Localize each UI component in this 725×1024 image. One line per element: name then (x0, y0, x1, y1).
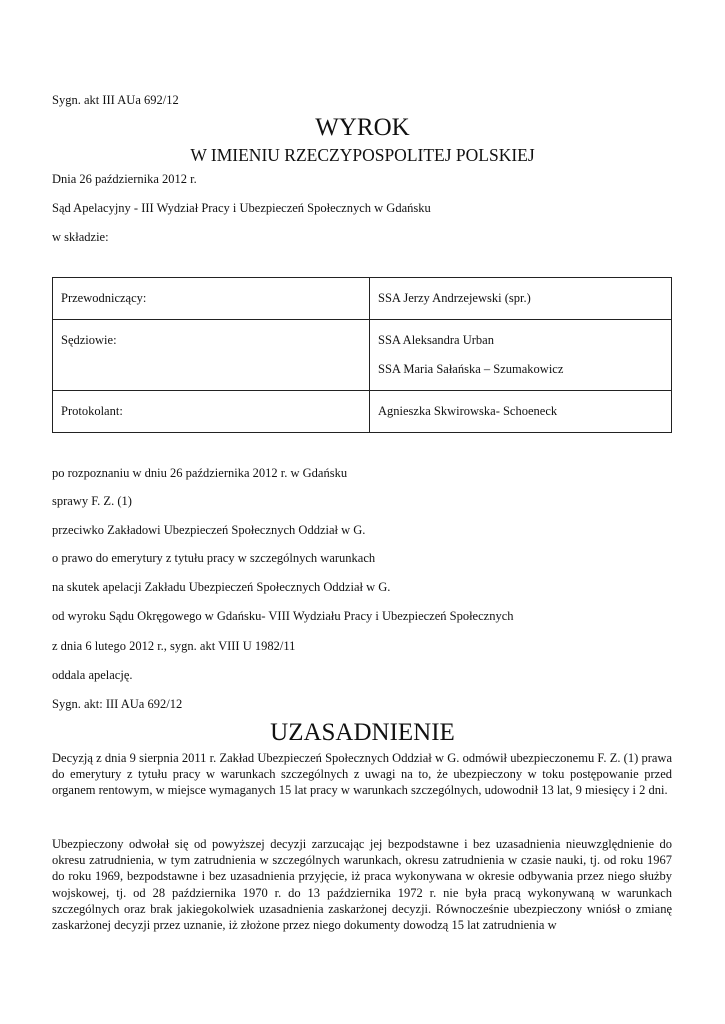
court-name: Sąd Apelacyjny - III Wydział Pracy i Ubezpieczeń Społecznych w Gdańsku (52, 201, 431, 215)
case-signature: Sygn. akt III AUa 692/12 (52, 93, 179, 107)
composition-table (52, 277, 672, 433)
composition-intro: w składzie: (52, 230, 109, 244)
composition-row-presiding (53, 278, 672, 320)
role-label: Protokolant: (61, 404, 123, 418)
judgment-date: Dnia 26 października 2012 r. (52, 172, 197, 186)
names-cell (370, 320, 672, 391)
names-cell (370, 278, 672, 320)
role-label: Sędziowie: (61, 333, 117, 347)
proceeding-line: z dnia 6 lutego 2012 r., sygn. akt VIII U 1982/11 (52, 639, 296, 653)
proceeding-line: od wyroku Sądu Okręgowego w Gdańsku- VIII Wydziału Pracy i Ubezpieczeń Społecznych (52, 609, 514, 623)
proceeding-line: o prawo do emerytury z tytułu pracy w szczególnych warunkach (52, 551, 376, 565)
role-cell (53, 278, 370, 320)
proceeding-line: przeciwko Zakładowi Ubezpieczeń Społecznych Oddział w G. (52, 523, 366, 537)
justification-paragraph: Decyzją z dnia 9 sierpnia 2011 r. Zakład Ubezpieczeń Społecznych Oddział w G. odmówił ubezpieczonemu F. Z. (1) prawa do emerytury z tytułu pracy w warunkach szczególnych z uwagi na to, że ubezpieczony w toku postępowanie przed organem rentowym, w miejsce wymaganych 15 lat pracy w warunkach szczególnych, udowodnił 13 lat, 9 miesięcy i 2 dni. (52, 751, 672, 798)
composition-row-clerk (53, 391, 672, 433)
role-cell (53, 320, 370, 391)
justification-title: UZASADNIENIE (270, 719, 455, 746)
clerk-name: Agnieszka Skwirowska- Schoeneck (378, 404, 558, 418)
justification-signature: Sygn. akt: III AUa 692/12 (52, 697, 183, 711)
judge-name: SSA Aleksandra Urban (378, 333, 494, 347)
verdict-line: oddala apelację. (52, 668, 133, 682)
judgment-subtitle: W IMIENIU RZECZYPOSPOLITEJ POLSKIEJ (190, 145, 535, 165)
role-cell (53, 391, 370, 433)
proceeding-line: sprawy F. Z. (1) (52, 494, 132, 508)
composition-row-judges (53, 320, 672, 391)
judge-name: SSA Maria Sałańska – Szumakowicz (378, 362, 564, 376)
names-cell (370, 391, 672, 433)
judgment-title: WYROK (315, 114, 410, 141)
role-label: Przewodniczący: (61, 291, 147, 305)
judge-name: SSA Jerzy Andrzejewski (spr.) (378, 291, 531, 305)
justification-paragraph: Ubezpieczony odwołał się od powyższej decyzji zarzucając jej bezpodstawne i bez uzasadnienia nieuwzględnienie do okresu zatrudnienia, w tym zatrudnienia w szczególnych warunkach, okresu zatrudnienia w czasie nauki, tj. od roku 1967 do roku 1969, bezpodstawne i bez uzasadnienia przyjęcie, iż praca wykonywana w okresie odbywania przez niego służby wojskowej, tj. od 28 października 1970 r. do 13 października 1972 r. nie była pracą wykonywaną w warunkach szczególnych oraz brak jakiegokolwiek uzasadnienia zaskarżonej decyzji. Równocześnie ubezpieczony wniósł o zmianę zaskarżonej decyzji przez uznanie, iż złożone przez niego dokumenty dowodzą 15 lat zatrudnienia w (52, 837, 672, 933)
proceeding-line: na skutek apelacji Zakładu Ubezpieczeń Społecznych Oddział w G. (52, 580, 391, 594)
proceeding-line: po rozpoznaniu w dniu 26 października 2012 r. w Gdańsku (52, 466, 348, 480)
